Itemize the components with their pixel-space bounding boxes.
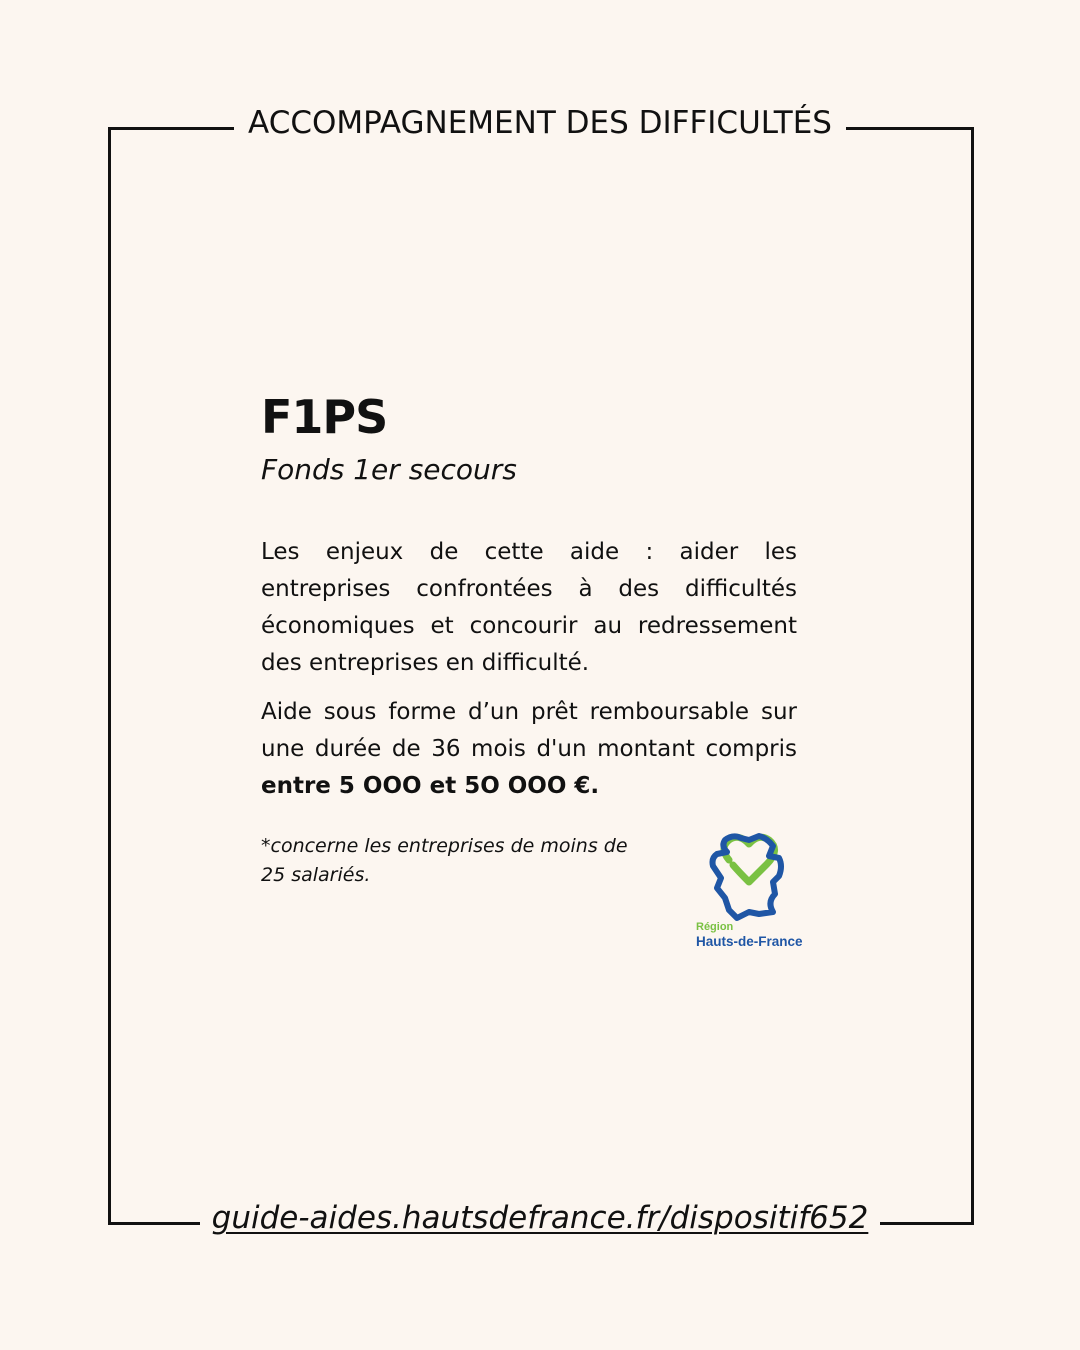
guide-link[interactable]: guide-aides.hautsdefrance.fr/dispositif652 xyxy=(200,1195,881,1241)
loan-amount: entre 5 OOO et 5O OOO €. xyxy=(261,773,600,799)
france-heart-icon xyxy=(707,830,797,922)
main-content xyxy=(261,388,797,805)
aid-full-name: Fonds 1er secours xyxy=(261,453,517,486)
footer xyxy=(0,1195,1080,1241)
logo-hauts-de-france-text: Hauts-de-France xyxy=(696,934,803,949)
footnote: *concerne les entreprises de moins de 25 salariés. xyxy=(261,835,628,886)
description-paragraph: Les enjeux de cette aide : aider les entreprises confrontées à des difficultés économiques et concourir au redressement des entreprises en difficulté. xyxy=(261,539,797,676)
aid-acronym: F1PS xyxy=(261,390,388,444)
loan-paragraph xyxy=(261,694,797,805)
page-title: ACCOMPAGNEMENT DES DIFFICULTÉS xyxy=(234,100,846,146)
region-logo xyxy=(693,830,823,955)
logo-region-text: Région xyxy=(696,921,734,933)
loan-text: Aide sous forme d’un prêt remboursable sur une durée de 36 mois d'un montant compris xyxy=(261,699,797,762)
